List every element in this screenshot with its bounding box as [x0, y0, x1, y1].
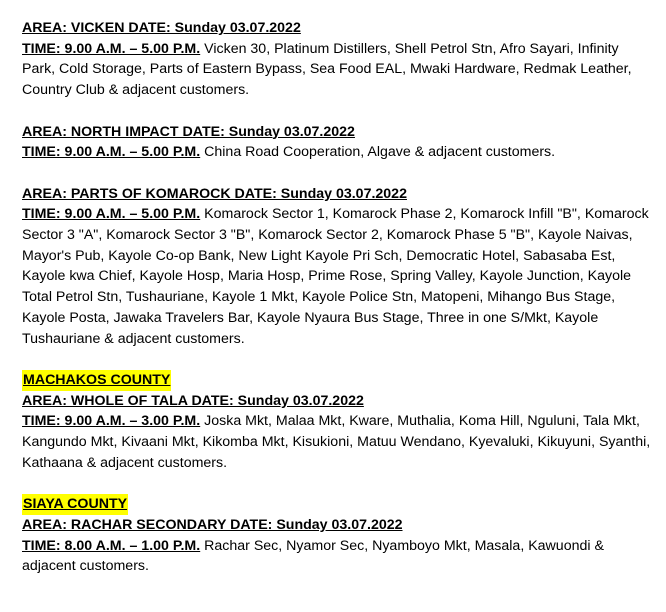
outage-notice-document: [22, 18, 654, 598]
notice-block-north-impact: [22, 122, 654, 163]
affected-locations: Vicken 30, Platinum Distillers, Shell Petrol Stn, Afro Sayari, Infinity Park, Cold Storage, Parts of Eastern Bypass, Sea Food EAL, Mwaki Hardware, Redmak Leather, Country Club & adjacent customers.: [22, 40, 632, 99]
area-heading: AREA: VICKEN DATE: Sunday 03.07.2022: [22, 20, 301, 36]
area-heading: AREA: NORTH IMPACT DATE: Sunday 03.07.2022: [22, 123, 355, 140]
time-range: TIME: 9.00 A.M. – 3.00 P.M.: [22, 413, 201, 430]
affected-locations: Rachar Sec, Nyamor Sec, Nyamboyo Mkt, Masala, Kawuondi & adjacent customers.: [22, 537, 604, 575]
county-heading-siaya: SIAYA COUNTY: [22, 494, 128, 515]
notice-block-rachar: [22, 494, 654, 577]
time-range: TIME: 8.00 A.M. – 1.00 P.M.: [22, 537, 201, 554]
affected-locations: China Road Cooperation, Algave & adjacent customers.: [200, 144, 556, 161]
area-heading: AREA: PARTS OF KOMAROCK DATE: Sunday 03.07.2022: [22, 185, 407, 202]
time-range: TIME: 9.00 A.M. – 5.00 P.M.: [22, 206, 201, 223]
time-range: TIME: 9.00 A.M. – 5.00 P.M.: [22, 40, 201, 57]
affected-locations: Komarock Sector 1, Komarock Phase 2, Komarock Infill "B", Komarock Sector 3 "A", Komarock Sector 3 "B", Komarock Sector 2, Komarock Phase 5 "B", Kayole Naivas, Mayor's Pub, Kayole Co-op Bank, New Light Kayole Pri Sch, Democratic Hotel, Sabasaba Est, Kayole kwa Chief, Kayole Hosp, Maria Hosp, Prime Rose, Spring Valley, Kayole Junction, Kayole Total Petrol Stn, Tushauriane, Kayole 1 Mkt, Kayole Police Stn, Matopeni, Mihango Bus Stage, Kayole Posta, Jawaka Travelers Bar, Kayole Nyaura Bus Stage, Three in one S/Mkt, Kayole Tushauriane & adjacent customers.: [22, 206, 649, 347]
notice-block-komarock: [22, 184, 654, 350]
county-heading-machakos: MACHAKOS COUNTY: [22, 370, 171, 391]
notice-block-tala: [22, 370, 654, 474]
time-range: TIME: 9.00 A.M. – 5.00 P.M.: [22, 144, 201, 161]
notice-block-vicken: [22, 18, 654, 101]
area-heading: AREA: WHOLE OF TALA DATE: Sunday 03.07.2022: [22, 392, 364, 409]
area-heading: AREA: RACHAR SECONDARY DATE: Sunday 03.07.2022: [22, 516, 403, 533]
affected-locations: Joska Mkt, Malaa Mkt, Kware, Muthalia, Koma Hill, Nguluni, Tala Mkt, Kangundo Mkt, Kivaani Mkt, Kikomba Mkt, Kisukioni, Matuu Wendano, Kyevaluki, Kikuyuni, Syanthi, Kathaana & adjacent customers.: [22, 413, 651, 471]
